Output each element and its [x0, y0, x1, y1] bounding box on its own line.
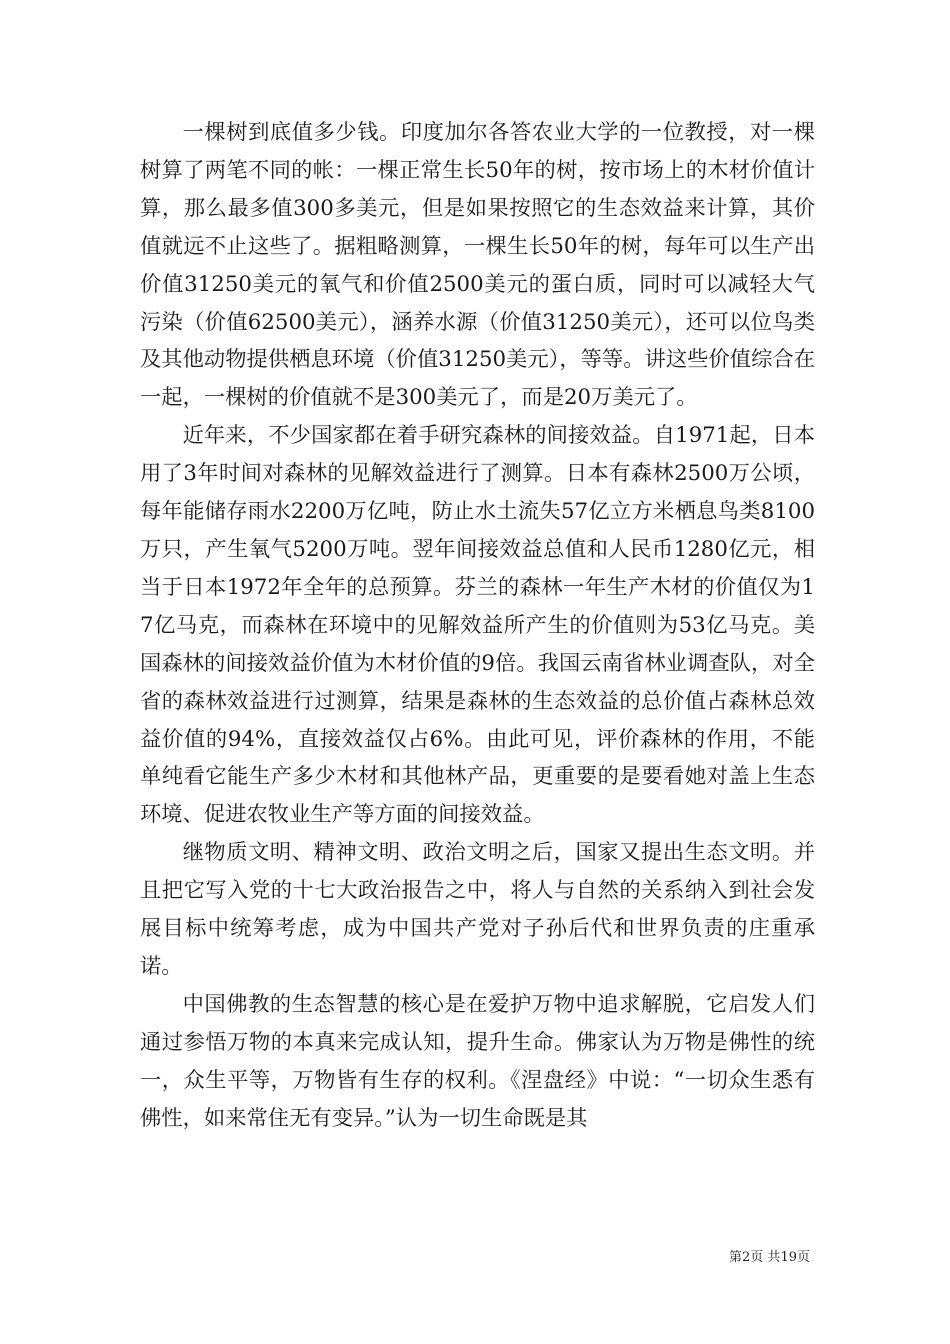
footer-prefix: 第 [729, 1250, 743, 1265]
paragraph-ecological-civilization: 继物质文明、精神文明、政治文明之后，国家又提出生态文明。并且把它写入党的十七大政治报告之中，将人与自然的关系纳入到社会发展目标中统筹考虑，成为中国共产党对子孙后代和世界负责的庄重承诺。 [140, 840, 815, 979]
document-body [140, 114, 815, 1137]
current-page-number: 2 [742, 1250, 751, 1265]
paragraph-forest-indirect-benefits: 近年来，不少国家都在着手研究森林的间接效益。自1971起，日本用了3年时间对森林的见解效益进行了测算。日本有森林2500万公顷，每年能储存雨水2200万亿吨，防止水土流失57亿立方米栖息鸟类8100万只，产生氧气5200万吨。翌年间接效益总值和人民币1280亿元，相当于日本1972年全年的总预算。芬兰的森林一年生产木材的价值仅为17亿马克，而森林在环境中的见解效益所产生的价值则为53亿马克。美国森林的间接效益价值为木材价值的9倍。我国云南省林业调查队，对全省的森林效益进行过测算，结果是森林的生态效益的总价值占森林总效益价值的94%，直接效益仅占6%。由此可见，评价森林的作用，不能单纯看它能生产多少木材和其他林产品，更重要的是要看她对盖上生态环境、促进农牧业生产等方面的间接效益。 [140, 423, 815, 828]
total-page-count: 19 [780, 1250, 797, 1265]
page-number-footer [729, 1246, 810, 1265]
footer-suffix: 页 [796, 1250, 810, 1265]
footer-middle: 页 共 [750, 1250, 781, 1265]
paragraph-buddhist-ecology: 中国佛教的生态智慧的核心是在爱护万物中追求解脱，它启发人们通过参悟万物的本真来完成认知，提升生命。佛家认为万物是佛性的统一，众生平等，万物皆有生存的权利。《涅盘经》中说：“一切众生悉有佛性，如来常住无有变异。”认为一切生命既是其 [140, 991, 815, 1131]
paragraph-tree-value: 一棵树到底值多少钱。印度加尔各答农业大学的一位教授，对一棵树算了两笔不同的帐：一棵正常生长50年的树，按市场上的木材价值计算，那么最多值300多美元，但是如果按照它的生态效益来计算，其价值就远不止这些了。据粗略测算，一棵生长50年的树，每年可以生产出价值31250美元的氧气和价值2500美元的蛋白质，同时可以减轻大气污染（价值62500美元），涵养水源（价值31250美元），还可以位鸟类及其他动物提供栖息环境（价值31250美元），等等。讲这些价值综合在一起，一棵树的价值就不是300美元了，而是20万美元了。 [140, 120, 815, 411]
